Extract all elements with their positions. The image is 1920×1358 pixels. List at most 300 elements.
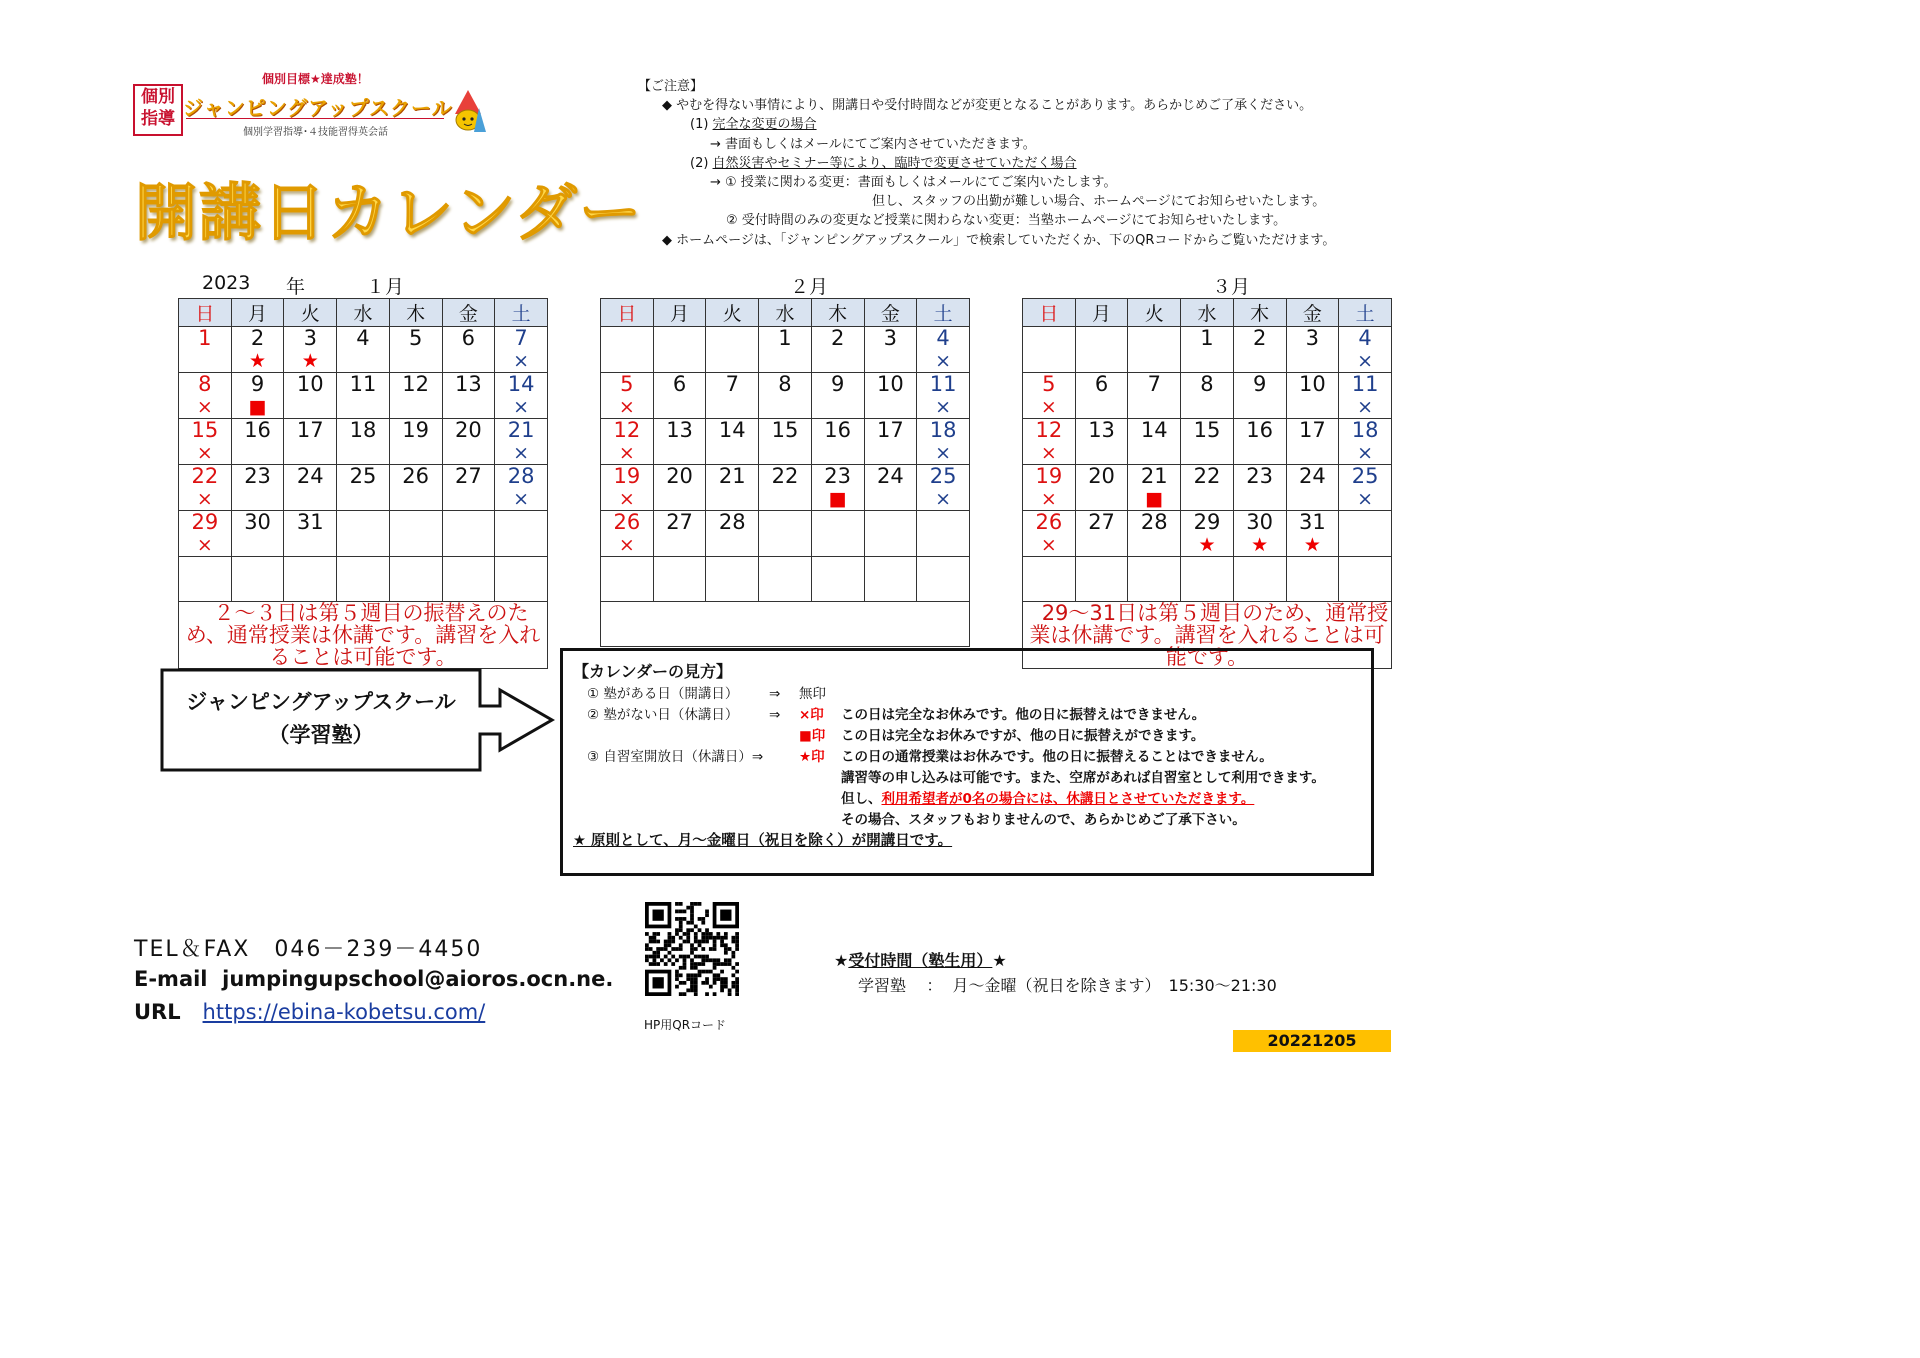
day-cell [231,557,284,602]
arrow-label-line1: ジャンピングアップスクール [186,690,456,714]
calendar-grid [178,298,548,669]
weekday-cell: 水 [1181,299,1234,327]
day-cell [864,373,917,419]
logo-badge [133,84,183,136]
day-cell [601,557,654,602]
day-cell [1075,327,1128,373]
weekday-cell: 月 [1075,299,1128,327]
calendar-january [178,272,548,669]
day-mark: × [935,488,952,510]
calendar-march [1022,272,1392,669]
day-cell [1075,511,1128,557]
day-cell [231,373,284,419]
legend-mark-x: ×印 [799,707,824,723]
day-cell [389,419,442,465]
day-number: 12 [1035,418,1063,442]
day-mark: ■ [828,488,847,510]
weekday-cell: 日 [1023,299,1076,327]
day-number: 3 [883,326,898,350]
day-mark: × [196,488,213,510]
day-number: 4 [936,326,950,350]
month-note [601,602,970,647]
week-row [179,373,548,419]
email-row [134,967,613,991]
day-cell [1181,511,1234,557]
day-cell [495,373,548,419]
day-mark: × [1040,442,1057,464]
day-number: 30 [244,510,271,534]
day-number: 24 [1299,464,1326,488]
day-mark: × [196,442,213,464]
legend-row-study-room [573,747,1273,768]
day-cell [337,327,390,373]
hours-star: ★ [992,951,1007,970]
hours-title-text: 受付時間（塾生用） [848,951,993,970]
day-mark: ★ [1251,534,1269,556]
day-number: 7 [725,372,739,396]
day-number: 4 [356,326,370,350]
day-cell [231,465,284,511]
hours-sep: ： [926,976,943,995]
day-mark: × [1040,534,1057,556]
day-cell [759,465,812,511]
weekday-cell: 土 [495,299,548,327]
notice-line: → ① 授業に関わる変更：書面もしくはメールにてご案内いたします。 [710,175,1117,191]
day-mark: × [935,442,952,464]
weekday-cell: 金 [442,299,495,327]
day-cell [811,511,864,557]
day-number: 25 [929,464,957,488]
week-row [179,465,548,511]
day-cell [284,419,337,465]
day-number: 25 [1351,464,1379,488]
weekday-cell: 火 [1128,299,1181,327]
legend-desc: 講習等の申し込みは可能です。また、空席があれば自習室として利用できます。 [841,770,1325,786]
day-cell [179,419,232,465]
day-mark: ★ [1198,534,1216,556]
day-cell [917,465,970,511]
day-number: 6 [461,326,476,350]
day-number: 27 [1088,510,1115,534]
day-number: 12 [613,418,641,442]
day-cell [1128,419,1181,465]
day-cell [1339,557,1392,602]
day-cell [179,511,232,557]
legend-desc-prefix: 但し、 [841,791,882,807]
day-cell [495,327,548,373]
day-mark: × [513,350,530,372]
day-cell [1023,373,1076,419]
weekday-header [179,299,548,327]
day-cell [1075,557,1128,602]
legend-arrow: ⇒ [769,686,781,702]
day-number: 20 [666,464,693,488]
arrow-label [165,686,477,752]
day-cell [442,327,495,373]
day-cell [601,419,654,465]
day-mark: × [1357,350,1374,372]
day-number: 26 [1035,510,1063,534]
day-cell [1233,419,1286,465]
week-row [601,373,970,419]
day-cell [1233,465,1286,511]
day-cell [389,511,442,557]
day-cell [811,373,864,419]
day-cell [1128,327,1181,373]
legend-arrow: ⇒ [769,707,781,723]
day-number: 21 [1140,464,1168,488]
logo-name: ジャンピングアップスクール [183,96,453,120]
week-row [1023,511,1392,557]
day-number: 9 [250,372,265,396]
day-cell [389,373,442,419]
week-row [1023,557,1392,602]
day-cell [389,465,442,511]
month-note-text [777,601,793,625]
day-number: 23 [824,464,852,488]
logo-divider [186,118,444,119]
hours-label: 学習塾 [858,976,907,995]
day-cell [811,465,864,511]
day-number: 14 [507,372,535,396]
day-cell [442,419,495,465]
day-number: 8 [778,372,792,396]
legend-principle: ★ 原則として、月～金曜日（祝日を除く）が開講日です。 [573,833,953,849]
day-cell [864,465,917,511]
day-cell [1128,557,1181,602]
logo-badge-top: 個別 [141,87,175,107]
day-mark: × [513,396,530,418]
day-number: 29 [1193,510,1221,534]
day-mark: × [513,442,530,464]
week-row [179,557,548,602]
weekday-cell: 日 [601,299,654,327]
day-number: 19 [402,418,430,442]
day-mark: ■ [248,396,267,418]
website-link[interactable]: https://ebina-kobetsu.com/ [202,1000,486,1024]
legend-mark-star: ★印 [799,749,825,765]
notice-heading: 【ご注意】 [638,79,704,94]
day-number: 28 [718,510,746,534]
legend-desc: その場合、スタッフもおりませんので、あらかじめご了承下さい。 [841,812,1246,828]
legend-mark-square: ■印 [799,728,826,744]
day-number: 14 [1140,418,1168,442]
day-cell [495,511,548,557]
weekday-cell: 日 [179,299,232,327]
day-cell [811,557,864,602]
day-cell [1075,465,1128,511]
day-mark: × [1040,396,1057,418]
day-cell [337,511,390,557]
day-cell [1233,373,1286,419]
page-title: 開講日カレンダー [135,176,643,249]
tel-fax: TEL＆FAX 046－239－4450 [134,937,483,962]
day-number: 27 [666,510,693,534]
day-number: 5 [1042,372,1056,396]
day-cell [1286,557,1339,602]
day-cell [706,557,759,602]
day-number: 3 [1305,326,1320,350]
day-number: 30 [1246,510,1274,534]
day-number: 29 [191,510,219,534]
day-cell [442,465,495,511]
month-note [179,602,548,669]
weekday-cell: 金 [1286,299,1339,327]
day-cell [1339,419,1392,465]
calendar-february [600,272,970,647]
day-cell [1286,465,1339,511]
legend-row-closed-square [573,726,1205,747]
notice-num: (1) [690,117,713,133]
day-cell [337,419,390,465]
weekday-cell: 土 [1339,299,1392,327]
legend-row [573,768,1325,789]
day-number: 15 [191,418,219,442]
day-cell [864,557,917,602]
day-number: 1 [1200,326,1214,350]
day-cell [1181,557,1234,602]
day-number: 20 [455,418,482,442]
day-number: 6 [672,372,687,396]
day-cell [337,557,390,602]
day-number: 25 [349,464,377,488]
day-cell [231,511,284,557]
day-cell [284,511,337,557]
day-mark: × [618,396,635,418]
day-number: 26 [402,464,430,488]
week-row [1023,465,1392,511]
day-number: 16 [1246,418,1274,442]
day-cell [1181,465,1234,511]
mascot-icon [448,88,488,134]
qr-caption: HP用QRコード [644,1018,727,1032]
email-address[interactable]: jumpingupschool@aioros.ocn.ne. [222,967,614,991]
arrow-label-line2: （学習塾） [268,723,374,747]
day-number: 2 [250,326,265,350]
day-cell [284,465,337,511]
day-mark: × [1357,396,1374,418]
legend-label: ② 塾がない日（休講日） [587,707,739,723]
weekday-cell: 木 [811,299,864,327]
day-number: 16 [244,418,271,442]
week-row [179,511,548,557]
qr-code-icon[interactable] [645,902,739,996]
day-mark: × [1357,442,1374,464]
day-cell [1075,373,1128,419]
day-number: 23 [1246,464,1274,488]
notice-line: → 書面もしくはメールにてご案内させていただきます。 [710,136,1036,152]
week-row [601,557,970,602]
day-cell [1339,327,1392,373]
year-unit: 年 [286,276,306,298]
day-number: 5 [408,326,423,350]
day-cell [601,327,654,373]
week-row [601,327,970,373]
month-title [600,272,970,298]
day-cell [1339,511,1392,557]
legend-desc: この日は完全なお休みです。他の日に振替えはできません。 [841,707,1206,723]
logo-subtitle: 個別学習指導･４技能習得英会話 [243,127,388,138]
day-number: 21 [507,418,535,442]
day-cell [1128,373,1181,419]
day-number: 10 [1299,372,1326,396]
day-cell [1339,373,1392,419]
day-cell [601,511,654,557]
day-cell [1286,511,1339,557]
day-number: 15 [771,418,799,442]
day-cell [706,419,759,465]
day-cell [389,557,442,602]
calendar-grid [600,298,970,647]
day-cell [864,511,917,557]
day-cell [1286,327,1339,373]
day-number: 17 [877,418,904,442]
day-cell [1023,327,1076,373]
weekday-cell: 木 [1233,299,1286,327]
month-note-text: 29～31日は第５週目のため、通常授業は休講です。講習を入れることは可能です。 [1029,601,1389,669]
weekday-cell: 木 [389,299,442,327]
week-row [601,465,970,511]
day-number: 18 [929,418,957,442]
day-mark: × [1040,488,1057,510]
day-cell [917,419,970,465]
day-number: 19 [1035,464,1063,488]
day-number: 23 [244,464,271,488]
hours-value: 月～金曜（祝日を除きます） 15:30～21:30 [952,976,1277,995]
day-cell [653,373,706,419]
notice-block [638,77,1335,250]
day-number: 2 [1252,326,1267,350]
day-mark: × [1357,488,1374,510]
day-cell [1023,465,1076,511]
day-number: 26 [613,510,641,534]
logo-badge-bottom: 指導 [141,109,175,129]
day-cell [1339,465,1392,511]
day-cell [442,557,495,602]
day-number: 22 [191,464,219,488]
day-cell [759,373,812,419]
day-cell [917,557,970,602]
day-cell [864,327,917,373]
day-number: 17 [296,418,324,442]
legend-label: ③ 自習室開放日（休講日）⇒ [587,749,764,765]
day-cell [706,327,759,373]
email-label: E-mail [134,967,208,991]
notice-line [638,154,1335,173]
day-cell [653,511,706,557]
day-mark: ■ [1145,488,1164,510]
day-cell [653,419,706,465]
legend-box [560,648,1374,876]
day-number: 7 [514,326,528,350]
day-number: 14 [718,418,746,442]
day-cell [337,465,390,511]
day-number: 22 [771,464,799,488]
day-number: 13 [455,372,482,396]
day-cell [337,373,390,419]
day-cell [495,419,548,465]
week-row [1023,373,1392,419]
day-number: 11 [349,372,377,396]
day-mark: × [196,396,213,418]
day-number: 8 [1200,372,1214,396]
weekday-header [601,299,970,327]
day-cell [1181,419,1234,465]
hours-star: ★ [834,951,849,970]
day-mark: × [618,534,635,556]
url-row [134,1000,485,1024]
day-mark: × [935,396,952,418]
day-number: 27 [455,464,482,488]
day-cell [231,327,284,373]
note-row [601,602,970,647]
day-number: 21 [718,464,746,488]
day-number: 11 [1351,372,1379,396]
day-cell [495,557,548,602]
note-row [179,602,548,669]
day-cell [706,511,759,557]
day-number: 31 [1299,510,1326,534]
year-label: 2023 [202,272,251,294]
day-mark: ★ [301,350,319,372]
week-row [1023,419,1392,465]
legend-warning: 利用希望者が0名の場合には、休講日とさせていただきます。 [881,791,1255,807]
weekday-cell: 金 [864,299,917,327]
weekday-cell: 水 [337,299,390,327]
day-cell [495,465,548,511]
legend-row-open [573,684,952,705]
day-mark: × [513,488,530,510]
logo-tagline: 個別目標★達成塾！ [262,72,369,86]
notice-line: ◆ やむを得ない事情により、開講日や受付時間などが変更となることがあります。あらかじめご了承ください。 [662,98,1313,114]
day-cell [284,327,337,373]
notice-line: ◆ ホームページは、「ジャンピングアップスクール」で検索していただくか、下のQRコードからご覧いただけます。 [662,232,1336,248]
day-number: 1 [198,326,212,350]
day-number: 12 [402,372,430,396]
week-row [601,419,970,465]
day-number: 10 [296,372,324,396]
legend-desc [841,789,1254,810]
weekday-cell: 月 [653,299,706,327]
day-cell [231,419,284,465]
day-number: 3 [303,326,317,350]
notice-line: 但し、スタッフの出勤が難しい場合、ホームページにてお知らせいたします。 [872,194,1326,210]
day-cell [706,373,759,419]
hours-row [858,973,1277,996]
notice-line: ② 受付時間のみの変更など授業に関わらない変更：当塾ホームページにてお知らせいたします。 [726,213,1287,229]
day-cell [1233,511,1286,557]
day-mark: ★ [1303,534,1321,556]
url-label: URL [134,1000,181,1024]
calendar-grid [1022,298,1392,669]
day-number: 5 [620,372,634,396]
day-number: 18 [1351,418,1379,442]
month-title [178,272,548,298]
legend-mark: 無印 [799,686,826,702]
day-cell [759,327,812,373]
day-number: 22 [1193,464,1221,488]
legend-row [573,810,1246,831]
day-mark: × [935,350,952,372]
day-cell [1023,557,1076,602]
day-cell [179,373,232,419]
day-cell [1023,511,1076,557]
day-cell [917,511,970,557]
day-cell [917,373,970,419]
day-number: 7 [1147,372,1161,396]
notice-num: (2) [690,155,713,171]
notice-subheading: 完全な変更の場合 [712,117,817,133]
